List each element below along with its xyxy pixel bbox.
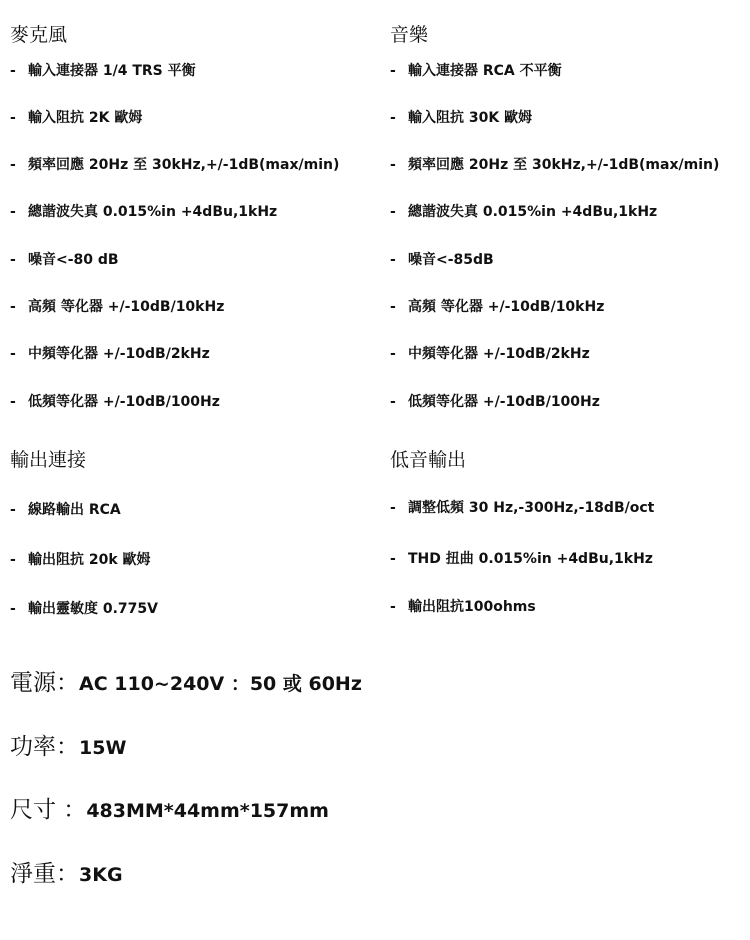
spec-text: 調整低頻 30 Hz,-300Hz,-18dB/oct [408, 500, 655, 516]
spec-text: 低頻等化器 +/-10dB/100Hz [28, 394, 220, 410]
spec-text: 輸入阻抗 2K 歐姆 [28, 110, 143, 126]
output-title: 輸出連接 [10, 449, 87, 471]
spec-item [390, 107, 532, 127]
spec-text: 中頻等化器 +/-10dB/2kHz [408, 346, 590, 362]
dash: - [390, 63, 396, 79]
weight-line [10, 855, 123, 888]
spec-item [390, 596, 536, 616]
weight-value: 3KG [79, 864, 123, 886]
spec-text: 輸入阻抗 30K 歐姆 [408, 110, 533, 126]
spec-item [390, 548, 653, 568]
spec-item [10, 201, 277, 221]
spec-item [10, 296, 224, 316]
spec-item [390, 249, 494, 269]
power-line [10, 664, 362, 697]
spec-text: 噪音<-85dB [408, 252, 494, 268]
spec-item [390, 60, 562, 80]
dash: - [10, 552, 16, 568]
wattage-label: 功率： [10, 734, 79, 760]
size-value: 483MM*44mm*157mm [86, 800, 329, 822]
size-line [10, 791, 329, 824]
spec-text: 總諧波失真 0.015%in +4dBu,1kHz [408, 204, 658, 220]
dash: - [390, 551, 396, 567]
spec-text: THD 扭曲 0.015%in +4dBu,1kHz [408, 551, 653, 567]
spec-text: 頻率回應 20Hz 至 30kHz,+/-1dB(max/min) [28, 157, 340, 173]
spec-text: 線路輸出 RCA [28, 502, 121, 518]
spec-text: 總諧波失真 0.015%in +4dBu,1kHz [28, 204, 278, 220]
music-title: 音樂 [390, 24, 429, 46]
spec-item [390, 391, 600, 411]
spec-item [10, 598, 158, 618]
spec-text: 噪音<-80 dB [28, 252, 119, 268]
dash: - [390, 299, 396, 315]
spec-text: 高頻 等化器 +/-10dB/10kHz [28, 299, 225, 315]
spec-item [10, 107, 142, 127]
power-value: AC 110~240V ：50 或 60Hz [79, 673, 362, 695]
dash: - [10, 346, 16, 362]
spec-item [390, 201, 657, 221]
spec-item [10, 343, 210, 363]
bass-output-title: 低音輸出 [390, 449, 467, 471]
size-label: 尺寸 ： [10, 797, 87, 823]
spec-text: 低頻等化器 +/-10dB/100Hz [408, 394, 600, 410]
dash: - [390, 157, 396, 173]
spec-text: 頻率回應 20Hz 至 30kHz,+/-1dB(max/min) [408, 157, 720, 173]
dash: - [10, 394, 16, 410]
spec-item [390, 497, 654, 517]
dash: - [10, 299, 16, 315]
spec-item [10, 549, 151, 569]
dash: - [390, 346, 396, 362]
spec-item [390, 154, 719, 174]
spec-item [390, 343, 590, 363]
spec-item [10, 391, 220, 411]
spec-text: 輸入連接器 1/4 TRS 平衡 [28, 63, 196, 79]
dash: - [390, 204, 396, 220]
microphone-title: 麥克風 [10, 24, 68, 46]
weight-label: 淨重： [10, 861, 79, 887]
spec-text: 輸出阻抗100ohms [408, 599, 536, 615]
wattage-value: 15W [79, 737, 127, 759]
dash: - [390, 394, 396, 410]
wattage-line [10, 728, 126, 761]
spec-item [10, 499, 121, 519]
spec-text: 中頻等化器 +/-10dB/2kHz [28, 346, 210, 362]
dash: - [390, 599, 396, 615]
dash: - [390, 110, 396, 126]
spec-text: 高頻 等化器 +/-10dB/10kHz [408, 299, 605, 315]
dash: - [390, 500, 396, 516]
spec-text: 輸出阻抗 20k 歐姆 [28, 552, 151, 568]
dash: - [390, 252, 396, 268]
power-label: 電源： [10, 670, 79, 696]
spec-item [10, 154, 339, 174]
dash: - [10, 204, 16, 220]
spec-item [10, 249, 119, 269]
dash: - [10, 63, 16, 79]
spec-text: 輸出靈敏度 0.775V [28, 601, 158, 617]
dash: - [10, 252, 16, 268]
dash: - [10, 157, 16, 173]
spec-text: 輸入連接器 RCA 不平衡 [408, 63, 562, 79]
spec-item [390, 296, 604, 316]
spec-item [10, 60, 196, 80]
dash: - [10, 502, 16, 518]
dash: - [10, 601, 16, 617]
dash: - [10, 110, 16, 126]
